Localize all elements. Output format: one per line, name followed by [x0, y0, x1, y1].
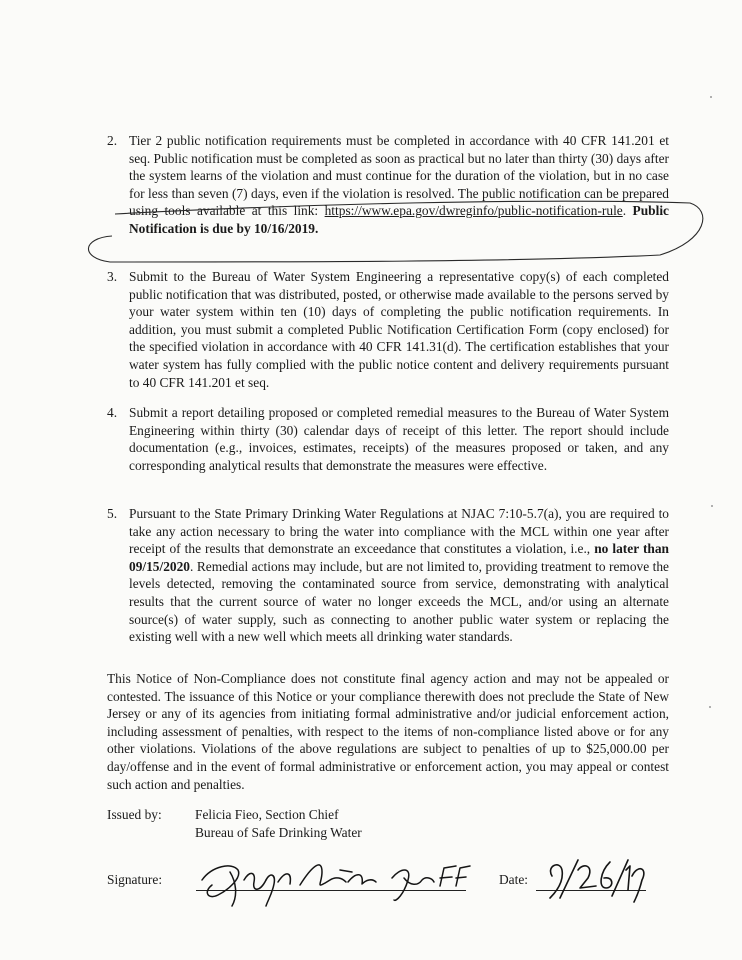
public-notification-due: Public Notification is due by 10/16/2019.	[129, 203, 669, 236]
date-handwriting	[550, 860, 644, 902]
item-body: Submit to the Bureau of Water System Engineering a representative copy(s) of each completed public notification that was distributed, posted, or otherwise made available to the persons served by your water system within ten (10) days of completing the public notification requirements. In addition, you must submit a completed Public Notification Certification Form (copy enclosed) for the specified violation in accordance with 40 CFR 141.31(d). The certification establishes that your water system has fully complied with the public notice content and delivery requirements pursuant to 40 CFR 141.201 et seq.	[129, 269, 669, 390]
issuer-bureau: Bureau of Safe Drinking Water	[195, 824, 362, 840]
speck	[709, 706, 711, 708]
speck	[711, 505, 713, 507]
item-text: Tier 2 public notification requirements must be completed in accordance with 40 CFR 141.201 et seq. Public notification must be completed as soon as practical but no later than thirty (30) days after the system learns of the violation and must continue for the duration of the violation, but in no case for less than seven (7) days, even if the violation is resolved. The public notification can be prepared using tools available at this link:	[129, 133, 669, 219]
item-body: Submit a report detailing proposed or completed remedial measures to the Bureau of Water System Engineering within thirty (30) calendar days of receipt of this letter. The report should include documentation (e.g., invoices, estimates, receipts) of the measures proposed or taken, and any corresponding analytical results that demonstrate the measures were effective.	[129, 405, 669, 473]
item-number: 3.	[107, 269, 118, 284]
item-number: 5.	[107, 506, 118, 521]
issued-by-label: Issued by:	[107, 807, 162, 822]
speck	[710, 96, 712, 98]
item-text-tail: .	[622, 203, 633, 219]
item-number: 2.	[107, 133, 118, 148]
item-text: Pursuant to the State Primary Drinking Water Regulations at NJAC 7:10-5.7(a), you are required to take any action necessary to bring the water into compliance with the MCL within one year after receipt of the results that demonstrate an exceedance that constitutes a violation, i.e.,	[129, 506, 669, 557]
signature-scribble	[202, 865, 470, 906]
item-number: 4.	[107, 405, 118, 420]
date-label: Date:	[499, 872, 528, 887]
compliance-deadline: no later than 09/15/2020	[129, 541, 669, 574]
public-notification-link[interactable]: https://www.epa.gov/dwreginfo/public-notification-rule	[324, 203, 623, 219]
issuer-name: Felicia Fieo, Section Chief	[195, 807, 339, 822]
item-text-tail: . Remedial actions may include, but are not limited to, providing treatment to remove the levels detected, removing the contaminated source from service, demonstrating with analytical results that the current source of water no longer exceeds the MCL, and/or using an alternate source(s) of water supply, such as connecting to another public water system or replacing the existing well with a new well which meets all drinking water standards.	[129, 558, 669, 645]
non-compliance-notice: This Notice of Non-Compliance does not constitute final agency action and may not be appealed or contested. The issuance of this Notice or your compliance therewith does not preclude the State of New Jersey or any of its agencies from initiating formal administrative and/or judicial enforcement action, including assessment of penalties, with respect to the items of non-compliance listed above or for any other violations. Violations of the above regulations are subject to penalties of up to $25,000.00 per day/offense and in the event of formal administrative or enforcement action, you may appeal or contest such action and penalties.	[107, 671, 669, 792]
signature-label: Signature:	[107, 872, 163, 887]
pen-annotation-loop	[88, 201, 702, 262]
